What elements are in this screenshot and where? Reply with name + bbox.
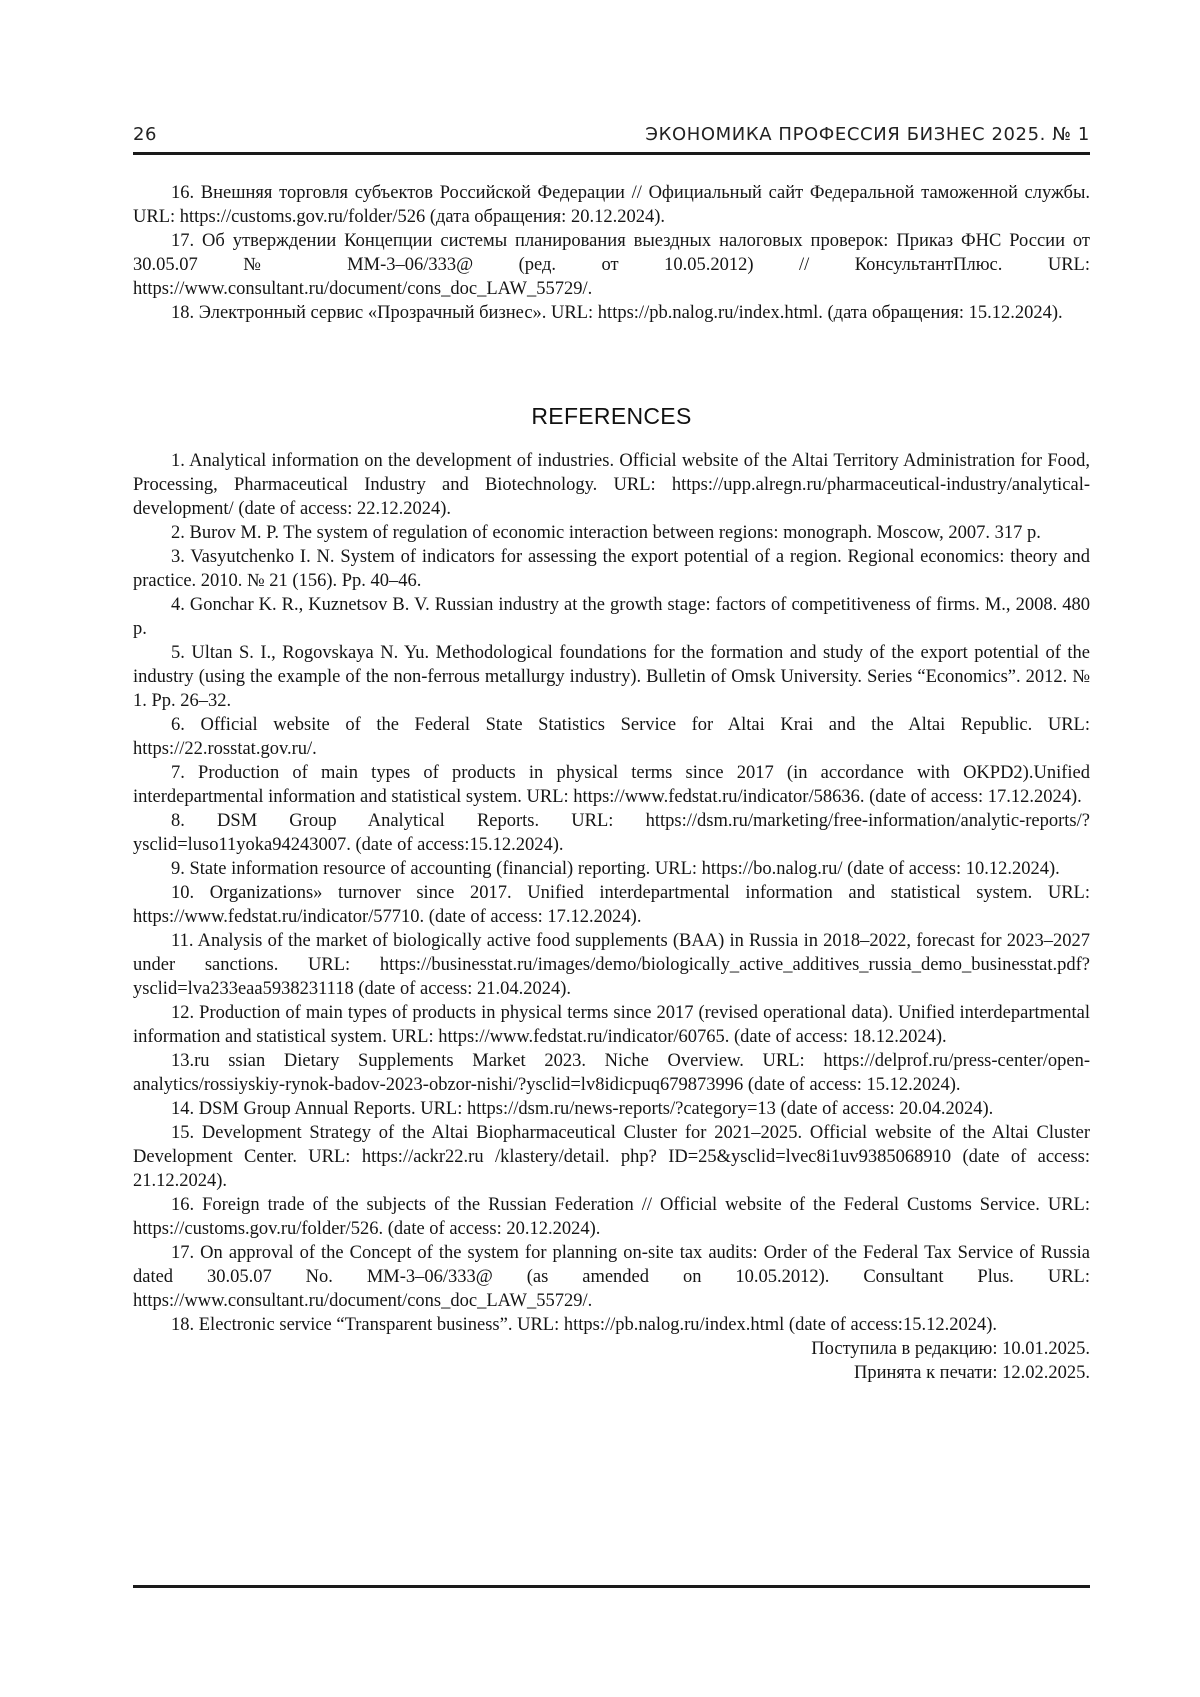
english-reference-list: [133, 449, 1090, 1385]
header-divider: [133, 152, 1090, 155]
reference-item: 13.ru ssian Dietary Supplements Market 2023. Niche Overview. URL: https://delprof.ru/press-center/open-analytics/rossiyskiy-rynok-badov-2023-obzor-nishi/?ysclid=lv8idicpuq679873996 (date of access: 15.12.2024).: [133, 1049, 1090, 1097]
journal-page: [133, 0, 1090, 1697]
reference-item: 9. State information resource of accounting (financial) reporting. URL: https://bo.nalog.ru/ (date of access: 10.12.2024).: [133, 857, 1090, 881]
received-date: Поступила в редакцию: 10.01.2025.: [133, 1337, 1090, 1361]
reference-item: 17. On approval of the Concept of the system for planning on-site tax audits: Order of the Federal Tax Service of Russia dated 30.05.07 No. MM-3–06/333@ (as amended on 10.05.2012). Consultant Plus. URL: https://www.consultant.ru/document/cons_doc_LAW_55729/.: [133, 1241, 1090, 1313]
reference-item: 17. Об утверждении Концепции системы планирования выездных налоговых проверок: Приказ ФНС России от 30.05.07 № ММ-3–06/333@ (ред. от 10.05.2012) // КонсультантПлюс. URL: https://www.consultant.ru/document/cons_doc_LAW_55729/.: [133, 229, 1090, 301]
reference-item: 6. Official website of the Federal State Statistics Service for Altai Krai and the Altai Republic. URL: https://22.rosstat.gov.ru/.: [133, 713, 1090, 761]
russian-reference-list: [133, 181, 1090, 325]
running-header: [133, 124, 1090, 152]
reference-item: 10. Organizations» turnover since 2017. Unified interdepartmental information and statistical system. URL: https://www.fedstat.ru/indicator/57710. (date of access: 17.12.2024).: [133, 881, 1090, 929]
reference-item: 8. DSM Group Analytical Reports. URL: https://dsm.ru/marketing/free-information/analytic-reports/?ysclid=luso11yoka94243007. (date of access:15.12.2024).: [133, 809, 1090, 857]
reference-item: 4. Gonchar K. R., Kuznetsov B. V. Russian industry at the growth stage: factors of competitiveness of firms. M., 2008. 480 p.: [133, 593, 1090, 641]
references-heading: REFERENCES: [133, 403, 1090, 430]
reference-item: 18. Электронный сервис «Прозрачный бизнес». URL: https://pb.nalog.ru/index.html. (дата обращения: 15.12.2024).: [133, 301, 1090, 325]
journal-title: ЭКОНОМИКА ПРОФЕССИЯ БИЗНЕС 2025. № 1: [645, 124, 1090, 145]
reference-item: 3. Vasyutchenko I. N. System of indicators for assessing the export potential of a region. Regional economics: theory and practice. 2010. № 21 (156). Pp. 40–46.: [133, 545, 1090, 593]
reference-item: 2. Burov M. P. The system of regulation of economic interaction between regions: monograph. Moscow, 2007. 317 p.: [133, 521, 1090, 545]
reference-item: 16. Внешняя торговля субъектов Российской Федерации // Официальный сайт Федеральной таможенной службы. URL: https://customs.gov.ru/folder/526 (дата обращения: 20.12.2024).: [133, 181, 1090, 229]
reference-item: 1. Analytical information on the development of industries. Official website of the Altai Territory Administration for Food, Processing, Pharmaceutical Industry and Biotechnology. URL: https://upp.alregn.ru/pharmaceutical-industry/analytical-development/ (date of access: 22.12.2024).: [133, 449, 1090, 521]
footer-divider: [133, 1585, 1090, 1588]
accepted-date: Принята к печати: 12.02.2025.: [133, 1361, 1090, 1385]
reference-item: 12. Production of main types of products in physical terms since 2017 (revised operational data). Unified interdepartmental information and statistical system. URL: https://www.fedstat.ru/indicator/60765. (date of access: 18.12.2024).: [133, 1001, 1090, 1049]
page-number: 26: [133, 124, 157, 145]
reference-item: 5. Ultan S. I., Rogovskaya N. Yu. Methodological foundations for the formation and study of the export potential of the industry (using the example of the non-ferrous metallurgy industry). Bulletin of Omsk University. Series “Economics”. 2012. № 1. Pp. 26–32.: [133, 641, 1090, 713]
reference-item: 7. Production of main types of products in physical terms since 2017 (in accordance with OKPD2).Unified interdepartmental information and statistical system. URL: https://www.fedstat.ru/indicator/58636. (date of access: 17.12.2024).: [133, 761, 1090, 809]
reference-item: 11. Analysis of the market of biologically active food supplements (BAA) in Russia in 2018–2022, forecast for 2023–2027 under sanctions. URL: https://businesstat.ru/images/demo/biologically_active_additives_russia_demo_businesstat.pdf?ysclid=lva233eaa5938231118 (date of access: 21.04.2024).: [133, 929, 1090, 1001]
reference-item: 18. Electronic service “Transparent business”. URL: https://pb.nalog.ru/index.html (date of access:15.12.2024).: [133, 1313, 1090, 1337]
reference-item: 16. Foreign trade of the subjects of the Russian Federation // Official website of the Federal Customs Service. URL: https://customs.gov.ru/folder/526. (date of access: 20.12.2024).: [133, 1193, 1090, 1241]
reference-item: 14. DSM Group Annual Reports. URL: https://dsm.ru/news-reports/?category=13 (date of access: 20.04.2024).: [133, 1097, 1090, 1121]
reference-item: 15. Development Strategy of the Altai Biopharmaceutical Cluster for 2021–2025. Official website of the Altai Cluster Development Center. URL: https://ackr22.ru /klastery/detail. php? ID=25&ysclid=lvec8i1uv9385068910 (date of access: 21.12.2024).: [133, 1121, 1090, 1193]
